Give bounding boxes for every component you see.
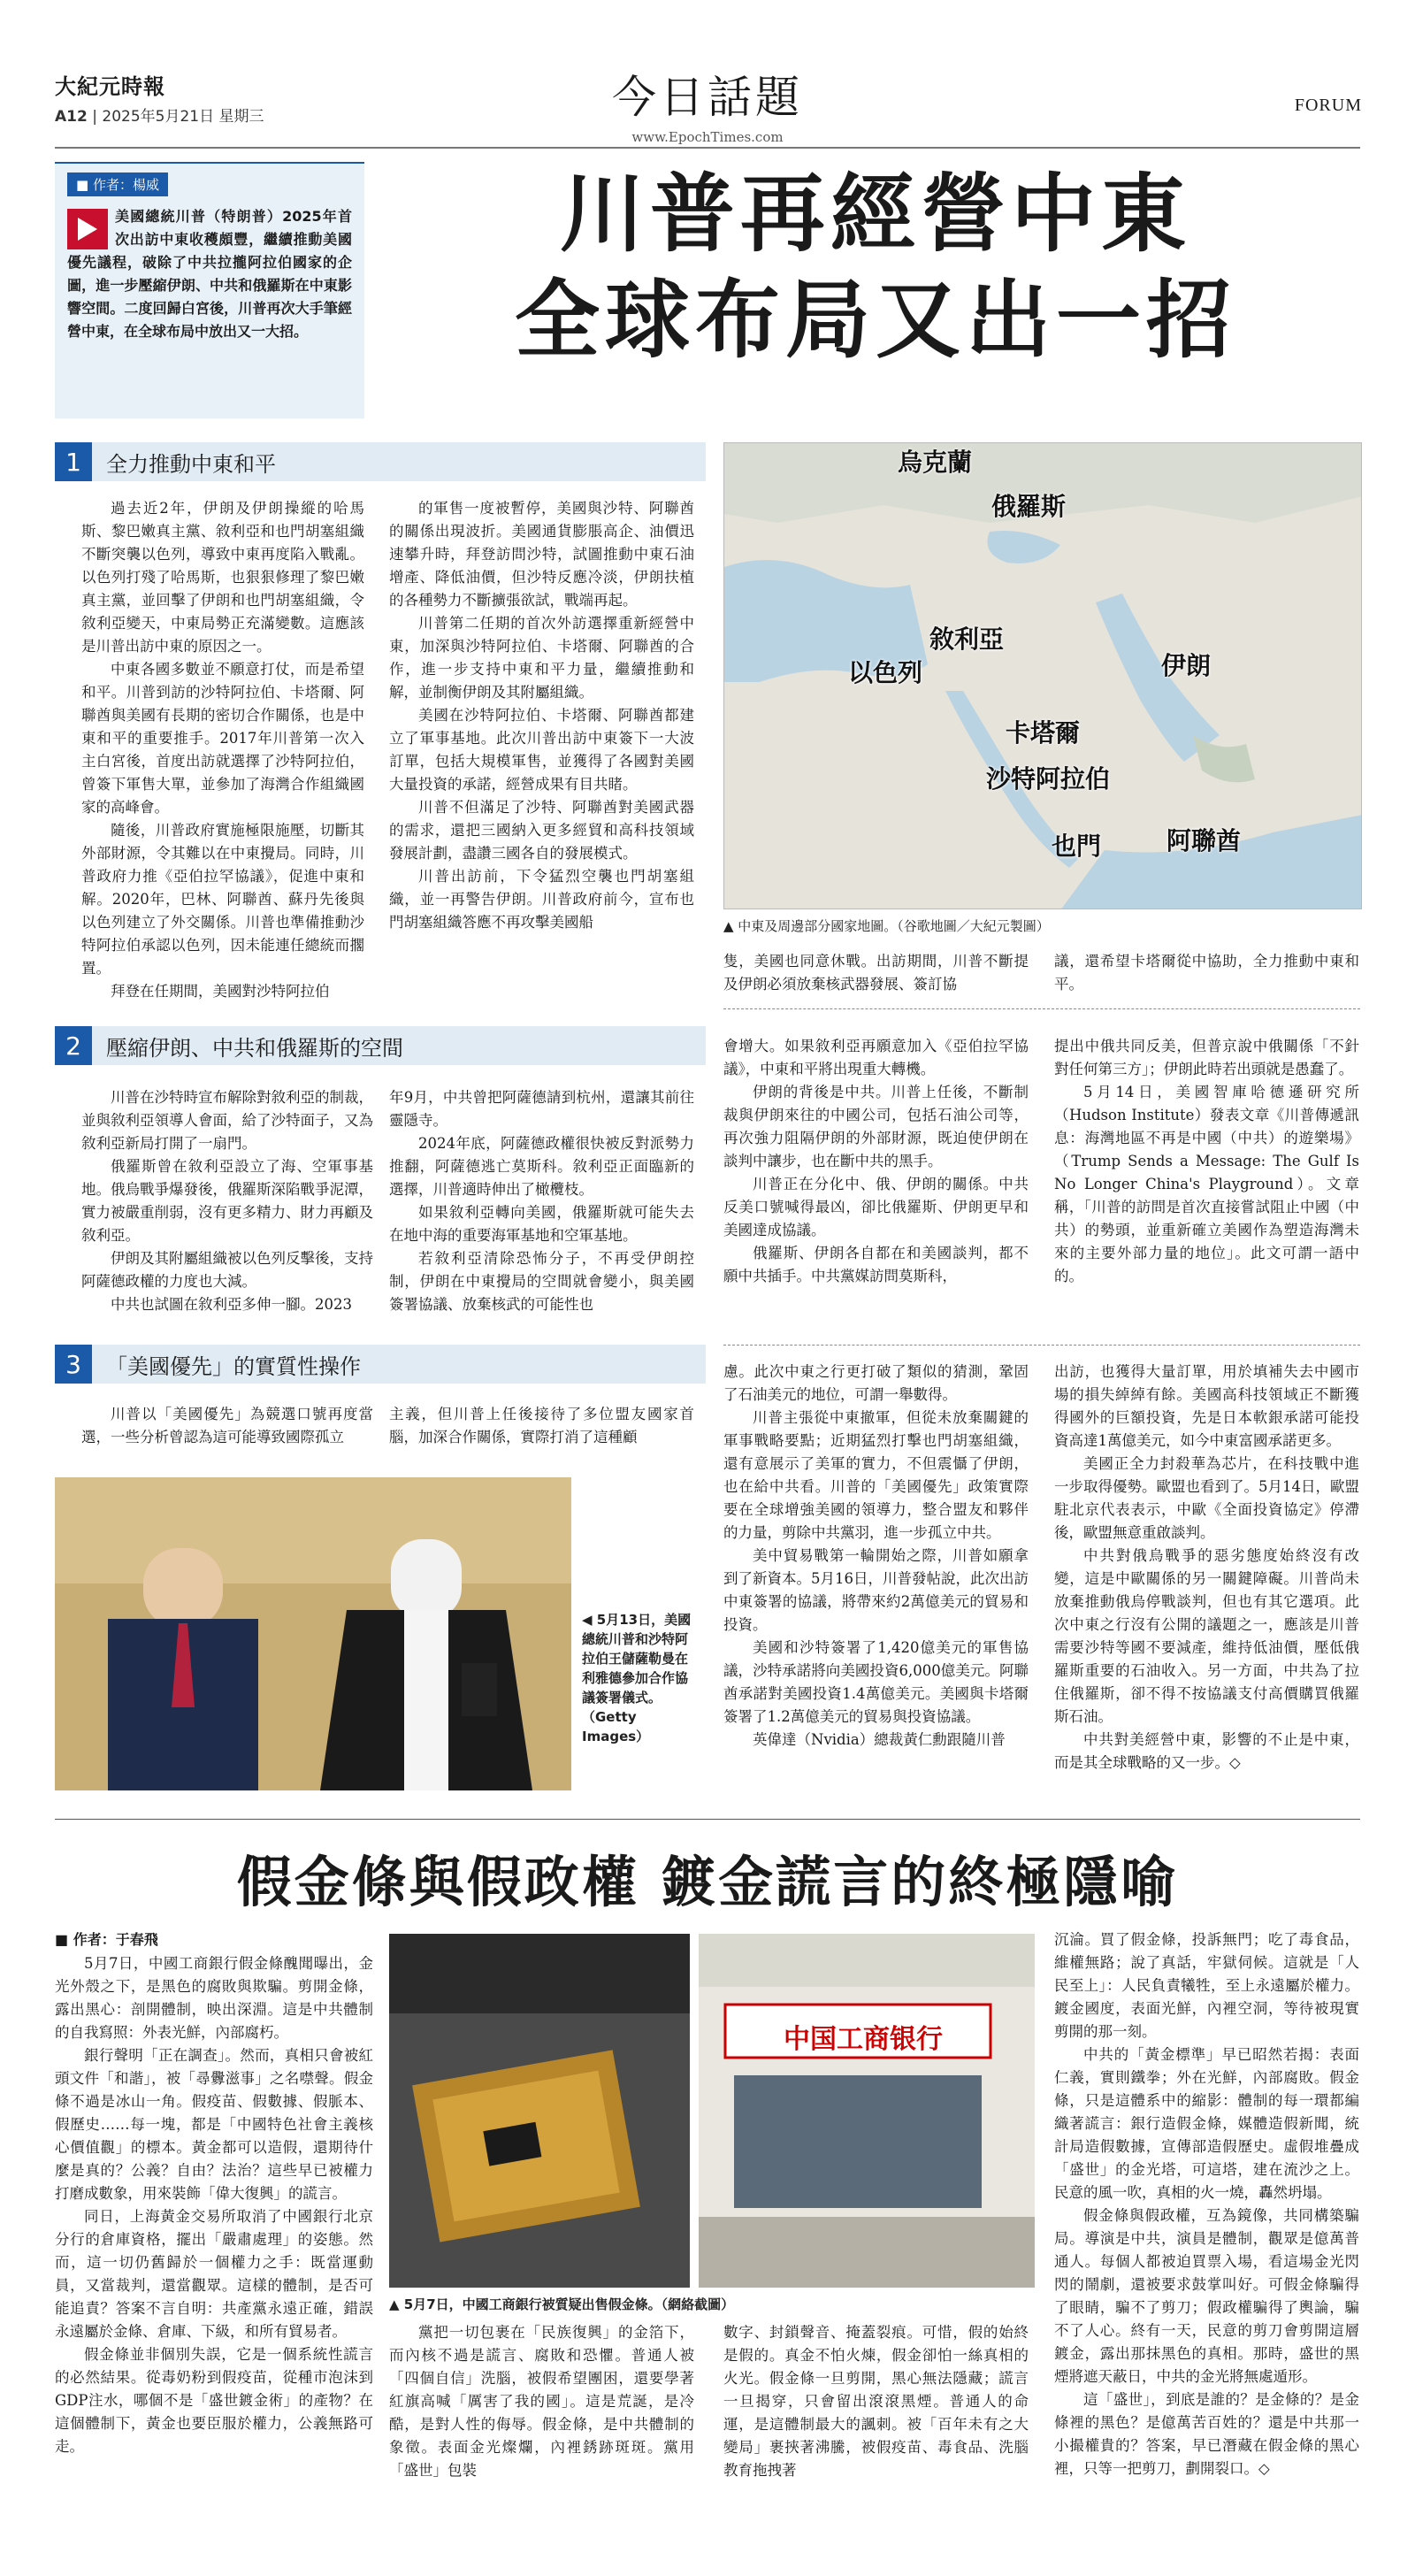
paragraph: 的軍售一度被暫停，美國與沙特、阿聯酋的關係出現波折。美國通貨膨脹高企、油價迅速攀升時，拜登訪問沙特，試圖推動中東石油增產、降低油價，但沙特反應冷淡，伊朗扶植的各種勢力不斷擴張欲試，戰端再起。: [389, 500, 694, 609]
paragraph: 拜登在任期間，美國對沙特阿拉伯: [111, 983, 330, 1000]
s3-column-2: [389, 1403, 694, 1449]
paragraph: 提出中俄共同反美，但普京說中俄關係「不針對任何第三方」；伊朗此時若出頭就是愚蠢了。: [1054, 1038, 1359, 1077]
section-3-header: [55, 1345, 706, 1384]
header-rule: [55, 147, 1360, 149]
paragraph: 議，還希望卡塔爾從中協助，全力推動中東和平。: [1054, 953, 1359, 993]
paragraph: 美國和沙特簽署了1,420億美元的軍售協議，沙特承諾將向美國投資6,000億美元。阿聯酋承諾對美國投資1.4萬億美元。美國與卡塔爾簽署了1.2萬億美元的貿易與投資協議。: [723, 1639, 1029, 1725]
paragraph: 若敘利亞清除恐怖分子，不再受伊朗控制，伊朗在中東攪局的空間就會變小，與美國簽署協議、放棄核武的可能性也: [389, 1250, 694, 1313]
s2-column-1: [81, 1086, 373, 1316]
paragraph: 美國正全力封殺華為芯片，在科技戰中進一步取得優勢。歐盟也看到了。5月14日，歐盟駐北京代表表示，中歐《全面投資協定》停滯後，歐盟無意重啟談判。: [1054, 1455, 1359, 1541]
paragraph: 美國在沙特阿拉伯、卡塔爾、阿聯酋都建立了軍事基地。此次川普出訪中東簽下一大波訂單，包括大規模軍售，並獲得了各國對美國大量投資的承諾，經營成果有目共睹。: [389, 707, 694, 793]
map-label: 沙特阿拉伯: [986, 764, 1111, 794]
headline-line-2: 全球布局又出一招: [515, 270, 1236, 370]
gold-bar-illustration: [389, 1934, 690, 2288]
paragraph: 會增大。如果敘利亞再願意加入《亞伯拉罕協議》，中東和平將出現重大轉機。: [723, 1038, 1029, 1077]
paragraph: 伊朗及其附屬組織被以色列反擊後，支持阿薩德政權的力度也大減。: [81, 1250, 373, 1290]
paragraph: 銀行聲明「正在調查」。然而，真相只會被紅頭文件「和諧」，被「尋釁滋事」之名噤聲。假金條不過是冰山一角。假疫苗、假數據、假脈本、假歷史……每一塊，都是「中國特色社會主義核心價值觀」的標本。黃金都可以造假，還期待什麼是真的？公義？自由？法治？這些早已被權力打磨成數象，用來裝飾「偉大復興」的謊言。: [55, 2047, 373, 2202]
s2-column-2: [389, 1086, 694, 1316]
paragraph: 年9月，中共曾把阿薩德請到杭州，還讓其前往靈隱寺。: [389, 1089, 694, 1129]
paragraph: 川普以「美國優先」為競選口號再度當選，一些分析曾認為這可能導致國際孤立: [81, 1406, 373, 1445]
paragraph: 2024年底，阿薩德政權很快被反對派勢力推翻，阿薩德逃亡莫斯科。敘利亞正面臨新的選擇，川普適時伸出了橄欖枝。: [389, 1135, 694, 1198]
map-label: 卡塔爾: [1006, 718, 1081, 748]
page-date: A12 | 2025年5月21日 星期三: [55, 108, 264, 126]
a2-column-2: [389, 2321, 694, 2482]
paragraph: 5月7日，中國工商銀行假金條醜聞曝出，金光外殼之下，是黑色的腐敗與欺騙。剪開金條，露出黑心：剖開體制，映出深淵。這是中共體制的自我寫照：外表光鮮，內部腐朽。: [55, 1955, 373, 2041]
paragraph: 俄羅斯、伊朗各自都在和美國談判，都不願中共插手。中共黨媒訪問莫斯科，: [723, 1245, 1029, 1284]
s1-column-1: [81, 497, 364, 1003]
site-url[interactable]: www.EpochTimes.com: [631, 129, 784, 145]
paragraph: 川普正在分化中、俄、伊朗的關係。中共反美口號喊得最凶，卻比俄羅斯、伊朗更早和美國達成協議。: [723, 1176, 1029, 1238]
s1-column-4: [1054, 950, 1359, 996]
bank-illustration: [699, 1934, 1035, 2288]
section-title-2: 壓縮伊朗、中共和俄羅斯的空間: [106, 1035, 403, 1061]
author-label-2: ■ 作者：于春飛: [55, 1931, 158, 1948]
map-label: 以色列: [848, 658, 923, 687]
paragraph: 俄羅斯曾在敘利亞設立了海、空軍事基地。俄烏戰爭爆發後，俄羅斯深陷戰爭泥潭，實力被嚴重削弱，沒有更多精力、財力再顧及敘利亞。: [81, 1158, 373, 1244]
paragraph: 隨後，川普政府實施極限施壓，切斷其外部財源，令其難以在中東攪局。同時，川普政府力推《亞伯拉罕協議》，促進中東和解。2020年，巴林、阿聯酋、蘇丹先後與以色列建立了外交關係。川普也準備推動沙特阿拉伯承認以色列，因未能連任總統而擱置。: [81, 822, 364, 977]
photo-caption: ◀ 5月13日，美國總統川普和沙特阿拉伯王儲薩勒曼在利雅德參加合作協議簽署儀式。（Getty Images）: [582, 1612, 692, 1744]
section-number: 1: [55, 442, 92, 481]
s3-column-3: [723, 1361, 1029, 1752]
paragraph: 5月14日，美國智庫哈德遜研究所（Hudson Institute）發表文章《川普傳遞訊息：海灣地區不再是中國（中共）的遊樂場》（Trump Sends a Message: The Gulf Is No Longer China's Playground）。文章稱，「川普的訪問是首次直接嘗試阻止中國（中共）的勢頭，並重新確立美國作為塑造海灣未來的主要外部力量的地位」。此文可謂一語中的。: [1054, 1084, 1359, 1284]
author-label: ■ 作者：楊威: [67, 172, 168, 196]
lead-body: 美國總統川普（特朗普）2025年首次出訪中東收穫頗豐，繼續推動美國優先議程，破除了中共拉攏阿拉伯國家的企圖，進一步壓縮伊朗、中共和俄羅斯在中東影響空間。二度回歸白宮後，川普再次大手筆經營中東，在全球布局中放出又一大招。: [67, 208, 352, 340]
paragraph: 數字、封鎖聲音、掩蓋裂痕。可惜，假的始終是假的。真金不怕火煉，假金卻怕一絲真相的火光。假金條一旦剪開，黑心無法隱藏；謊言一旦揭穿，只會留出滾滾黑煙。普通人的命運，是這體制最大的諷刺。被「百年未有之大變局」裹挾著沸騰，被假疫苗、毒食品、洗腦教育拖拽著: [723, 2324, 1029, 2479]
section-english: FORUM: [1294, 96, 1362, 115]
headline: [389, 161, 1362, 373]
paragraph: 英偉達（Nvidia）總裁黃仁勳跟隨川普: [753, 1731, 1006, 1748]
map-label: 烏克蘭: [898, 448, 973, 477]
paragraph: 隻，美國也同意休戰。出訪期間，川普不斷提及伊朗必須放棄核武器發展、簽訂協: [723, 953, 1029, 993]
paragraph: 美中貿易戰第一輪開始之際，川普如願拿到了新資本。5月16日，川普發帖說，此次出訪中東簽署的協議，將帶來約2萬億美元的貿易和投資。: [723, 1547, 1029, 1633]
map-label: 阿聯酋: [1166, 826, 1242, 855]
paragraph: 同日，上海黃金交易所取消了中國銀行北京分行的倉庫資格，擺出「嚴肅處理」的姿態。然而，這一切仍舊歸於一個權力之手：既當運動員，又當裁判，還當觀眾。這樣的體制，是否可能追責？答案不言自明：共產黨永遠正確，錯誤永遠屬於金條、倉庫、下級，和所有貿易者。: [55, 2208, 373, 2340]
photo-illustration: [55, 1477, 571, 1790]
bank-sign: 中国工商银行: [784, 2024, 943, 2055]
paragraph: 黨把一切包裹在「民族復興」的金箔下，而內核不過是謊言、腐敗和恐懼。普通人被「四個自信」洗腦，被假希望團困，還要學著紅旗高喊「厲害了我的國」。這是荒誕，是冷酷，是對人性的侮辱。假金條，是中共體制的象徵。表面金光燦爛，內裡銹跡斑斑。黨用「盛世」包裝: [389, 2324, 694, 2479]
s2-column-3: [723, 1035, 1029, 1288]
middle-east-map: [723, 442, 1362, 909]
paragraph: 川普不但滿足了沙特、阿聯酋對美國武器的需求，還把三國納入更多經貿和高科技領域發展計劃，盡讚三國各自的發展模式。: [389, 799, 694, 862]
a2-column-1: [55, 1928, 373, 2458]
a2-column-4: [1054, 1928, 1359, 2480]
section-number: 3: [55, 1345, 92, 1384]
arrow-icon: [67, 209, 108, 249]
paragraph: 出訪，也獲得大量訂單，用於填補失去中國市場的損失綽綽有餘。美國高科技領域正不斷獲得國外的巨額投資，先是日本軟銀承諾可能投資高達1萬億美元，如今中東富國承諾更多。: [1054, 1363, 1359, 1449]
headline-line-1: 川普再經營中東: [560, 164, 1191, 264]
article-separator: [55, 1819, 1360, 1820]
photo-caption-2: ▲ 5月7日，中國工商銀行被質疑出售假金條。（網絡截圖）: [389, 2296, 735, 2312]
newspaper-logo: 大紀元時報: [55, 73, 165, 99]
section-divider: [723, 1008, 1360, 1009]
page-number: A12: [55, 108, 88, 126]
paragraph: 慮。此次中東之行更打破了類似的猜測，鞏固了石油美元的地位，可謂一舉數得。: [723, 1363, 1029, 1403]
s2-column-4: [1054, 1035, 1359, 1288]
lead-box: [55, 162, 364, 418]
paragraph: 中共對俄烏戰爭的惡劣態度始終沒有改變，這是中歐關係的另一關鍵障礙。川普尚未放棄推動俄烏停戰談判，但也有其它選項。此次中東之行沒有公開的議題之一，應該是川普需要沙特等國不要減產，維持低油價，壓低俄羅斯重要的石油收入。另一方面，中共為了拉住俄羅斯，卻不得不按協議支付高價購買俄羅斯石油。: [1054, 1547, 1359, 1725]
paragraph: 如果敘利亞轉向美國，俄羅斯就可能失去在地中海的重要海軍基地和空軍基地。: [389, 1204, 694, 1244]
trump-salman-photo: [55, 1477, 571, 1790]
map-label: 也門: [1052, 832, 1102, 861]
paragraph: 川普第二任期的首次外訪選擇重新經營中東，加深與沙特阿拉伯、卡塔爾、阿聯酋的合作，進一步支持中東和平力量，繼續推動和解，並制衡伊朗及其附屬組織。: [389, 615, 694, 701]
paragraph: 假金條與假政權，互為鏡像，共同構築騙局。導演是中共，演員是體制，觀眾是億萬普通人。每個人都被迫買票入場，看這場金光閃閃的鬧劇，還被要求鼓掌叫好。可假金條騙得了眼睛，騙不了剪刀；假政權騙得了輿論，騙不了人心。終有一天，民意的剪刀會剪開這層鍍金，露出那抹黑色的真相。那時，盛世的黑煙將遮天蔽日，中共的金光將無處遁形。: [1054, 2207, 1359, 2385]
map-label: 俄羅斯: [991, 492, 1067, 521]
map-label: 伊朗: [1161, 651, 1212, 680]
a2-column-3: [723, 2321, 1029, 2482]
paragraph: 中東各國多數並不願意打仗，而是希望和平。川普到訪的沙特阿拉伯、卡塔爾、阿聯酋與美國有長期的密切合作關係，也是中東和平的重要推手。2017年川普第一次入主白宮後，首度出訪就選擇了沙特阿拉伯，曾簽下軍售大單，並參加了海灣合作組織國家的高峰會。: [81, 661, 364, 816]
section-divider: [723, 1345, 1360, 1346]
paragraph: 川普在沙特時宣布解除對敘利亞的制裁，並與敘利亞領導人會面，給了沙特面子，又為敘利亞新局打開了一扇門。: [81, 1089, 373, 1152]
section-1-header: [55, 442, 706, 481]
paragraph: 過去近2年，伊朗及伊朗操縱的哈馬斯、黎巴嫩真主黨、敘利亞和也門胡塞組織不斷突襲以色列，導致中東再度陷入戰亂。以色列打殘了哈馬斯，也狠狠修理了黎巴嫩真主黨，並回擊了伊朗和也門胡塞組織，令敘利亞變天，中東局勢正充滿變數。這應該是川普出訪中東的原因之一。: [81, 500, 364, 655]
paragraph: 川普主張從中東撤軍，但從未放棄關鍵的軍事戰略要點；近期猛烈打擊也門胡塞組織，還有意展示了美軍的實力，不但震懾了伊朗，也在給中共看。川普的「美國優先」政策實際要在全球增強美國的領導力，整合盟友和夥伴的力量，剪除中共黨羽，進一步孤立中共。: [723, 1409, 1029, 1541]
gold-bar-photo: [389, 1934, 690, 2288]
s3-column-4: [1054, 1361, 1359, 1775]
paragraph: 中共對美經營中東，影響的不止是中東，而是其全球戰略的又一步。◇: [1054, 1731, 1359, 1771]
section-2-header: [55, 1026, 706, 1065]
s3-column-1: [81, 1403, 373, 1449]
s1-column-3: [723, 950, 1029, 996]
section-title-1: 全力推動中東和平: [106, 451, 276, 477]
map-label: 敘利亞: [929, 625, 1005, 654]
paragraph: 伊朗的背後是中共。川普上任後，不斷制裁與伊朗來往的中國公司，包括石油公司等，再次強力阻隔伊朗的外部財源，既迫使伊朗在談判中讓步，也在斷中共的黑手。: [723, 1084, 1029, 1169]
map-caption: ▲ 中東及周邊部分國家地圖。（谷歌地圖／大紀元製圖）: [723, 918, 1050, 934]
paragraph: 沉淪。買了假金條，投訴無門；吃了毒食品，維權無路；說了真話，牢獄伺候。這就是「人民至上」：人民負責犧牲，至上永遠屬於權力。鍍金國度，表面光鮮，內裡空洞，等待被現實剪開的那一刻。: [1054, 1931, 1359, 2040]
paragraph: 假金條並非個別失誤，它是一個系統性謊言的必然結果。從毒奶粉到假疫苗，從種市泡沫到GDP注水，哪個不是「盛世鍍金術」的產物？在這個體制下，黃金也要臣服於權力，公義無路可走。: [55, 2346, 373, 2455]
paragraph: 中共的「黃金標準」早已昭然若揭：表面仁義，實則鐵拳；外在光鮮，內部腐敗。假金條，只是這體系中的縮影：體制的每一環都編織著謊言：銀行造假金條，媒體造假新聞，統計局造假數據，宣傳部造假歷史。虛假堆疊成「盛世」的金光塔，可這塔，建在流沙之上。民意的風一吹，真相的火一燒，轟然坍塌。: [1054, 2046, 1359, 2201]
s1-column-2: [389, 497, 694, 934]
lead-text: [67, 205, 352, 343]
paragraph: 主義，但川普上任後接待了多位盟友國家首腦，加深合作關係，實際打消了這種顧: [389, 1406, 694, 1445]
issue-date: 2025年5月21日 星期三: [102, 108, 264, 126]
paragraph: 川普出訪前，下令猛烈空襲也門胡塞組織，並一再警告伊朗。川普政府前今，宣布也門胡塞組織答應不再攻擊美國船: [389, 868, 694, 931]
section-title-3: 「美國優先」的實質性操作: [106, 1353, 361, 1379]
paragraph: 中共也試圖在敘利亞多伸一腳。2023: [111, 1296, 352, 1313]
bank-photo: [699, 1934, 1035, 2288]
section-title: 今日話題: [612, 72, 803, 123]
paragraph: 這「盛世」，到底是誰的？是金條的？是金條裡的黑色？是億萬苦百姓的？還是中共那一小撮權貴的？答案，早已潛藏在假金條的黑心裡，只等一把剪刀，劃開裂口。◇: [1054, 2391, 1359, 2477]
headline-2: 假金條與假政權 鍍金謊言的終極隱喻: [236, 1850, 1179, 1914]
section-number: 2: [55, 1026, 92, 1065]
